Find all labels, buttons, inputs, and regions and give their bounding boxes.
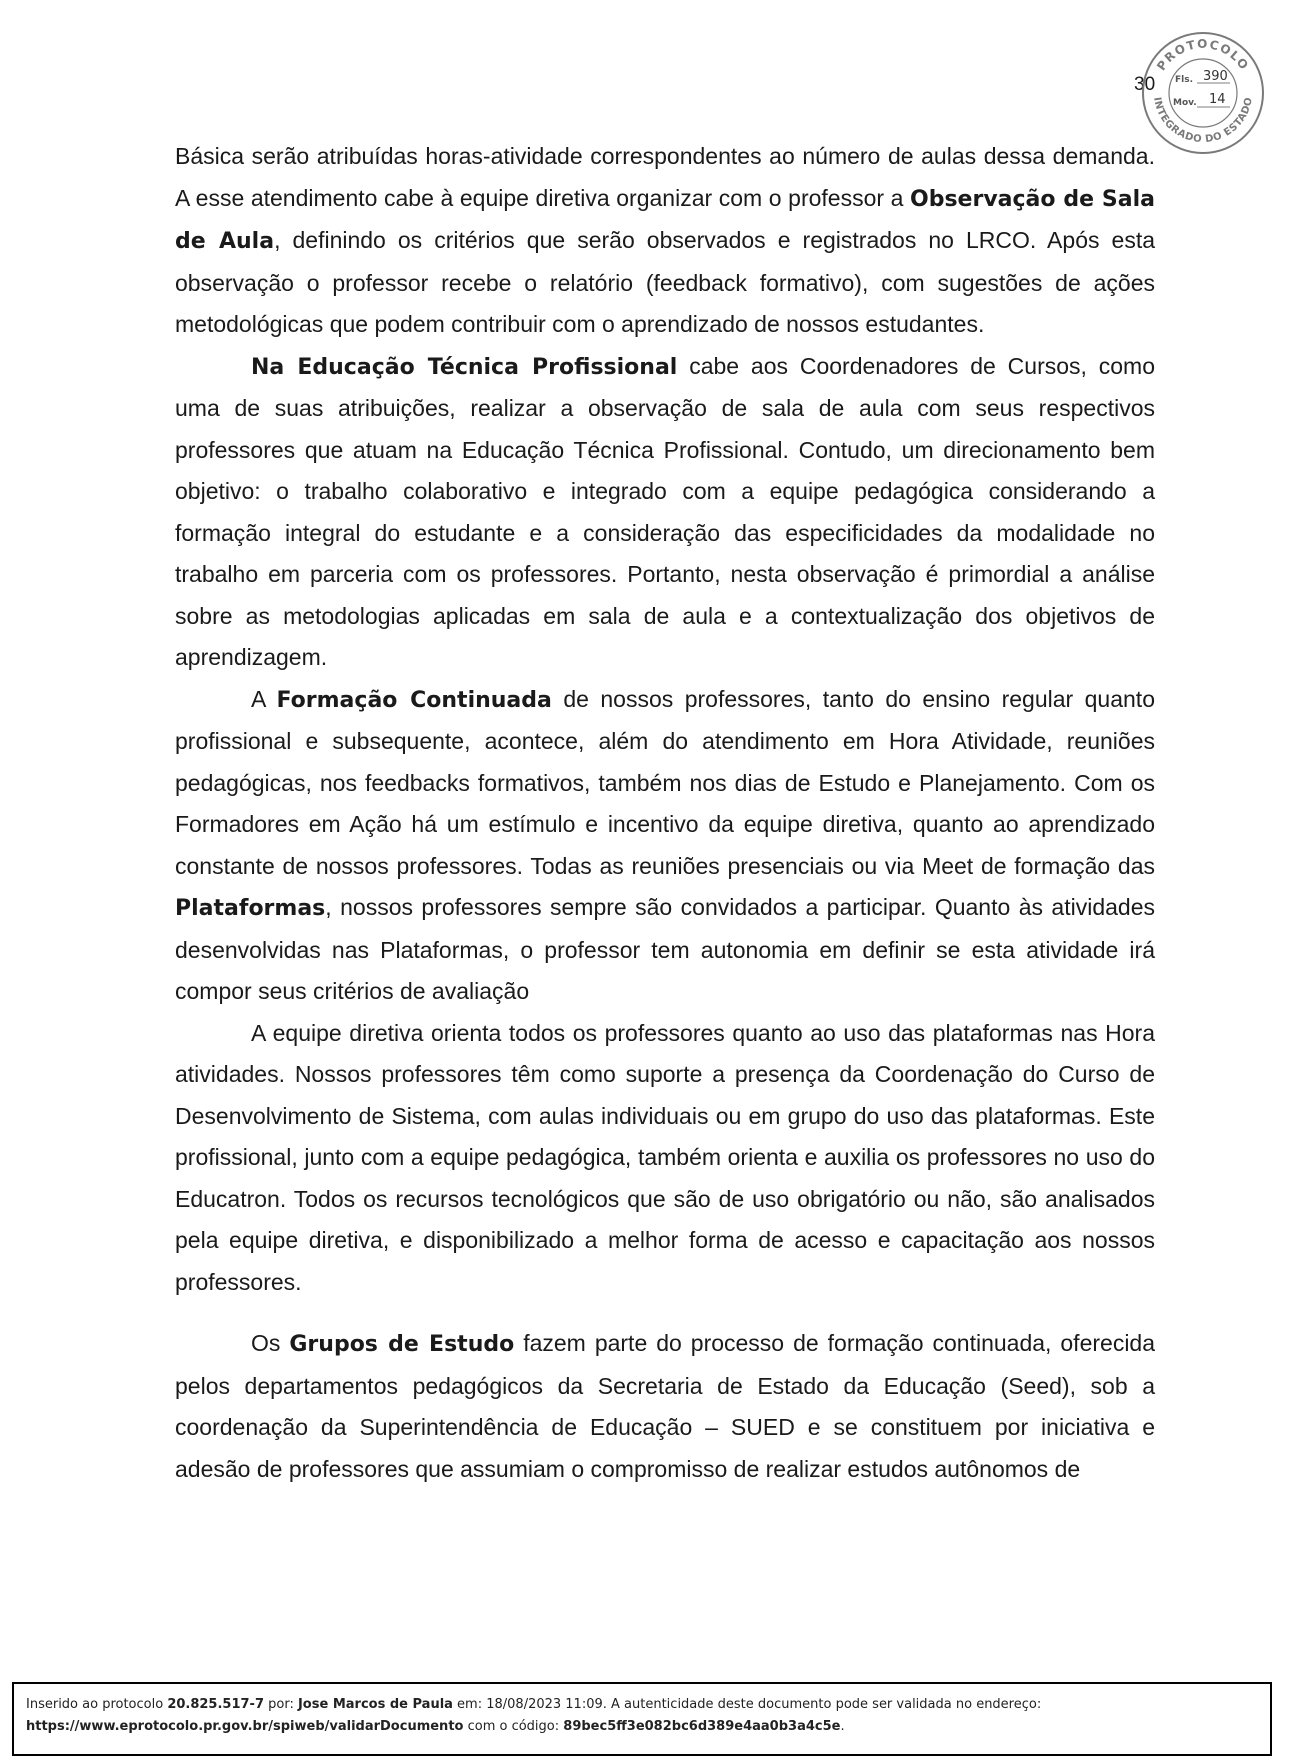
footer-text: Inserido ao protocolo (26, 1697, 168, 1712)
bold-term: Observação de Sala de Aula (175, 186, 1155, 254)
paragraph-text: Os (251, 1330, 290, 1356)
footer-text: com o código: (463, 1719, 564, 1734)
validation-code: 89bec5ff3e082bc6d389e4aa0b3a4c5e (563, 1719, 841, 1734)
bold-term: Grupos de Estudo (289, 1332, 515, 1357)
svg-text:PROTOCOLO (1154, 37, 1252, 73)
footer-line-2 (26, 1716, 1258, 1738)
paragraph-text: Básica serão atribuídas horas-atividade correspondentes ao número de aulas dessa demanda. A esse atendimento cabe à equipe diretiva organizar com o professor a (175, 143, 1155, 211)
bold-term: Na Educação Técnica Profissional (251, 354, 678, 380)
stamp-ring-bottom: INTEGRADO DO ESTADO (1151, 96, 1255, 146)
protocol-stamp (1140, 30, 1266, 156)
paragraph-text: cabe aos Coordenadores de Cursos, como uma de suas atribuições, realizar a observação de sala de aula com seus respectivos professores que atuam na Educação Técnica Profissional. Contudo, um direcionamento bem objetivo: o trabalho colaborativo e integrado com a equipe pedagógica considerando a formação integral do estudante e a consideração das especificidades da modalidade no trabalho em parceria com os professores. Portanto, nesta observação é primordial a análise sobre as metodologias aplicadas em sala de aula e a contextualização dos objetivos de aprendizagem. (175, 352, 1155, 670)
validation-url[interactable]: https://www.eprotocolo.pr.gov.br/spiweb/validarDocumento (26, 1719, 464, 1734)
footer-text: . (840, 1719, 845, 1734)
paragraph-grupos-de-estudo (175, 1323, 1155, 1490)
paragraph-text: , nossos professores sempre são convidados a participar. Quanto às atividades desenvolvidas nas Plataformas, o professor tem autonomia em definir se esta atividade irá compor seus critérios de avaliação (175, 894, 1155, 1004)
footer-text: por: (264, 1697, 298, 1712)
paragraph-text: A (251, 685, 277, 712)
svg-text:INTEGRADO DO ESTADO (1151, 96, 1255, 145)
paragraph-text: de nossos professores, tanto do ensino regular quanto profissional e subsequente, acontece, além do atendimento em Hora Atividade, reuniões pedagógicas, nos feedbacks formativos, também nos dias de Estudo e Planejamento. Com os Formadores em Ação há um estímulo e incentivo da equipe diretiva, quanto ao aprendizado constante de nossos professores. Todas as reuniões presenciais ou via Meet de formação das (175, 685, 1155, 879)
stamp-mov-value: 14 (1209, 92, 1226, 107)
bold-term: Plataformas (175, 896, 326, 921)
stamp-fls-value: 390 (1203, 69, 1228, 84)
footer-line-1 (26, 1694, 1258, 1716)
bold-term: Formação Continuada (276, 687, 552, 713)
paragraph-educacao-tecnica (175, 346, 1155, 679)
paragraph-equipe-diretiva: A equipe diretiva orienta todos os professores quanto ao uso das plataformas nas Hora atividades. Nossos professores têm como suporte a presença da Coordenação do Curso de Desenvolvimento de Sistema, com aulas individuais ou em grupo do uso das plataformas. Este profissional, junto com a equipe pedagógica, também orienta e auxilia os professores no uso do Educatron. Todos os recursos tecnológicos que são de uso obrigatório ou não, são analisados pela equipe diretiva, e disponibilizado a melhor forma de acesso e capacitação aos nossos professores. (175, 1019, 1155, 1295)
authentication-footer (12, 1682, 1272, 1756)
stamp-mov-label: Mov. (1173, 98, 1197, 108)
protocol-number: 20.825.517-7 (167, 1697, 264, 1712)
stamp-ring-top: PROTOCOLO (1154, 36, 1252, 74)
paragraph-text: , definindo os critérios que serão observados e registrados no LRCO. Após esta observação o professor recebe o relatório (feedback formativo), com sugestões de ações metodológicas que podem contribuir com o aprendizado de nossos estudantes. (175, 227, 1155, 337)
stamp-fls-label: Fls. (1175, 75, 1194, 85)
author-name: Jose Marcos de Paula (297, 1697, 453, 1712)
paragraph-text: fazem parte do processo de formação continuada, oferecida pelos departamentos pedagógicos da Secretaria de Estado da Educação (Seed), sob a coordenação da Superintendência de Educação – SUED e se constituem por iniciativa e adesão de professores que assumiam o compromisso de realizar estudos autônomos de (175, 1330, 1156, 1482)
document-body (175, 136, 1155, 1490)
paragraph-observacao (175, 136, 1155, 346)
footer-text: em: 18/08/2023 11:09. A autenticidade deste documento pode ser validada no endereço: (452, 1697, 1042, 1712)
page-number: 30 (1134, 74, 1156, 95)
paragraph-formacao-continuada (175, 679, 1155, 1013)
